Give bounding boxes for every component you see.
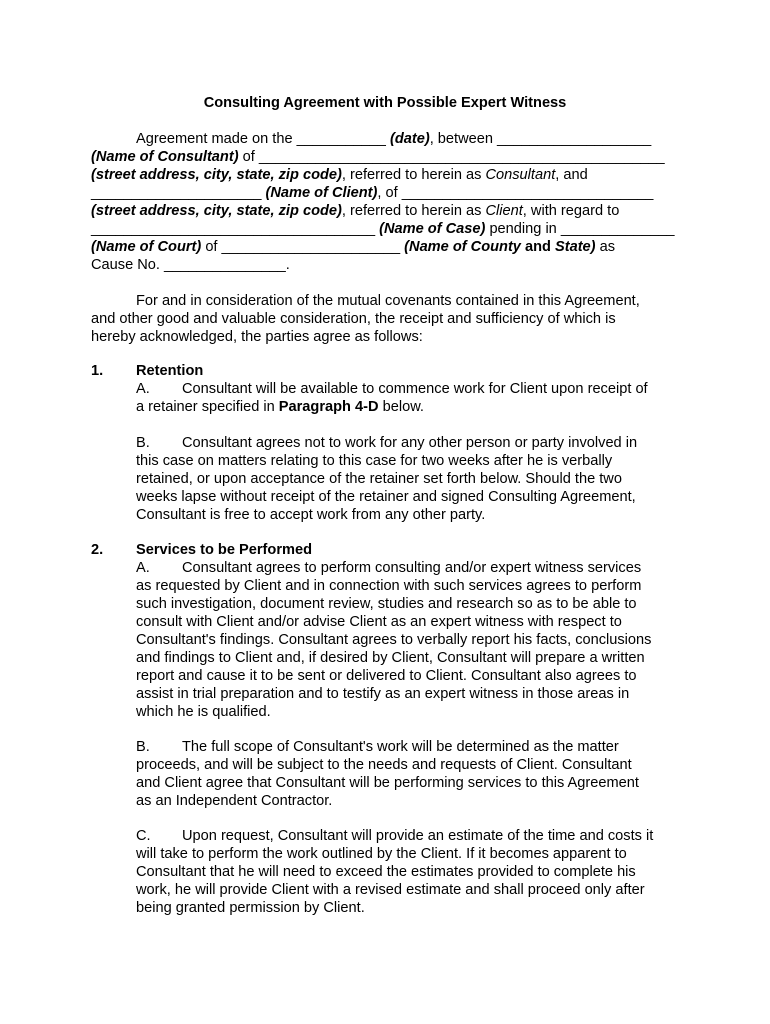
- intro-line-2: (Name of Consultant) of __________________________________________________: [91, 149, 665, 165]
- section-2-a-line-9: which he is qualified.: [136, 704, 271, 720]
- section-2-c-line-4: work, he will provide Client with a revised estimate and shall proceed only after: [136, 882, 645, 898]
- section-2-b-line-4: as an Independent Contractor.: [136, 793, 333, 809]
- section-2-b-line-1: The full scope of Consultant's work will be determined as the matter: [182, 739, 619, 755]
- section-2-c-label: C.: [136, 828, 151, 844]
- consideration-line-3: hereby acknowledged, the parties agree as follows:: [91, 329, 423, 345]
- section-2-c-line-2: will take to perform the work outlined by the Client. If it becomes apparent to: [136, 846, 627, 862]
- section-2-a-line-3: such investigation, document review, studies and research so as to be able to: [136, 596, 637, 612]
- section-2-c-line-1: Upon request, Consultant will provide an estimate of the time and costs it: [182, 828, 654, 844]
- section-2-b-label: B.: [136, 739, 150, 755]
- court-name-placeholder: (Name of Court): [91, 239, 202, 255]
- intro-line-3: (street address, city, state, zip code), referred to herein as Consultant, and: [91, 167, 588, 183]
- state-placeholder: State): [554, 239, 596, 255]
- section-2-a-line-4: consult with Client and/or advise Client as an expert witness with respect to: [136, 614, 622, 630]
- section-2-a-label: A.: [136, 560, 150, 576]
- case-name-placeholder: (Name of Case): [379, 221, 486, 237]
- consideration-line-1: For and in consideration of the mutual covenants contained in this Agreement,: [136, 293, 640, 309]
- intro-line-5: (street address, city, state, zip code), referred to herein as Client, with regard to: [91, 203, 620, 219]
- document-title: Consulting Agreement with Possible Expert Witness: [203, 95, 567, 111]
- section-1-a-label: A.: [136, 381, 150, 397]
- section-1-b-line-3: retained, or upon acceptance of the retainer set forth below. Should the two: [136, 471, 622, 487]
- paragraph-reference: Paragraph 4-D: [278, 399, 379, 415]
- section-2-c-line-3: Consultant that he will need to exceed the estimates provided to complete his: [136, 864, 636, 880]
- section-1-number: 1.: [91, 363, 104, 379]
- section-2-a-line-5: Consultant's findings. Consultant agrees to verbally report his facts, conclusions: [136, 632, 652, 648]
- client-name-placeholder: (Name of Client): [265, 185, 378, 201]
- intro-line-8: Cause No. _______________.: [91, 257, 290, 273]
- section-2-a-line-6: and findings to Client and, if desired by Client, Consultant will prepare a written: [136, 650, 645, 666]
- section-2-a-line-1: Consultant agrees to perform consulting and/or expert witness services: [182, 560, 642, 576]
- section-2-a-line-8: assist in trial preparation and to testify as an expert witness in those areas in: [136, 686, 630, 702]
- section-1-b-line-1: Consultant agrees not to work for any other person or party involved in: [182, 435, 638, 451]
- client-address-placeholder: (street address, city, state, zip code): [91, 203, 342, 219]
- county-placeholder: (Name of County: [404, 239, 521, 255]
- consultant-address-placeholder: (street address, city, state, zip code): [91, 167, 342, 183]
- section-1-a-line-2: a retainer specified in Paragraph 4-D below.: [136, 399, 424, 415]
- consultant-name-placeholder: (Name of Consultant): [91, 149, 239, 165]
- section-1-b-line-4: weeks lapse without receipt of the retainer and signed Consulting Agreement,: [136, 489, 636, 505]
- section-2-c-line-5: being granted permission by Client.: [136, 900, 365, 916]
- intro-line-6: ___________________________________ (Name of Case) pending in ______________: [91, 221, 675, 237]
- intro-line-7: (Name of Court) of ______________________ (Name of County and State) as: [91, 239, 615, 255]
- section-1-b-line-5: Consultant is free to accept work from any other party.: [136, 507, 486, 523]
- section-1-a-line-1: Consultant will be available to commence work for Client upon receipt of: [182, 381, 648, 397]
- section-2-heading: Services to be Performed: [136, 542, 313, 558]
- section-2-number: 2.: [91, 542, 104, 558]
- section-1-b-line-2: this case on matters relating to this case for two weeks after he is verbally: [136, 453, 613, 469]
- consideration-line-2: and other good and valuable consideration, the receipt and sufficiency of which is: [91, 311, 616, 327]
- intro-line-4: _____________________ (Name of Client), of _______________________________: [91, 185, 654, 201]
- section-2-b-line-3: and Client agree that Consultant will be performing services to this Agreement: [136, 775, 639, 791]
- section-1-heading: Retention: [136, 363, 204, 379]
- date-placeholder: (date): [389, 131, 430, 147]
- section-2-b-line-2: proceeds, and will be subject to the needs and requests of Client. Consultant: [136, 757, 632, 773]
- section-1-b-label: B.: [136, 435, 150, 451]
- section-2-a-line-7: report and cause it to be sent or delivered to Client. Consultant also agrees to: [136, 668, 637, 684]
- intro-line-1: Agreement made on the ___________ (date), between ___________________: [136, 131, 652, 147]
- section-2-a-line-2: as requested by Client and in connection with such services agrees to perform: [136, 578, 642, 594]
